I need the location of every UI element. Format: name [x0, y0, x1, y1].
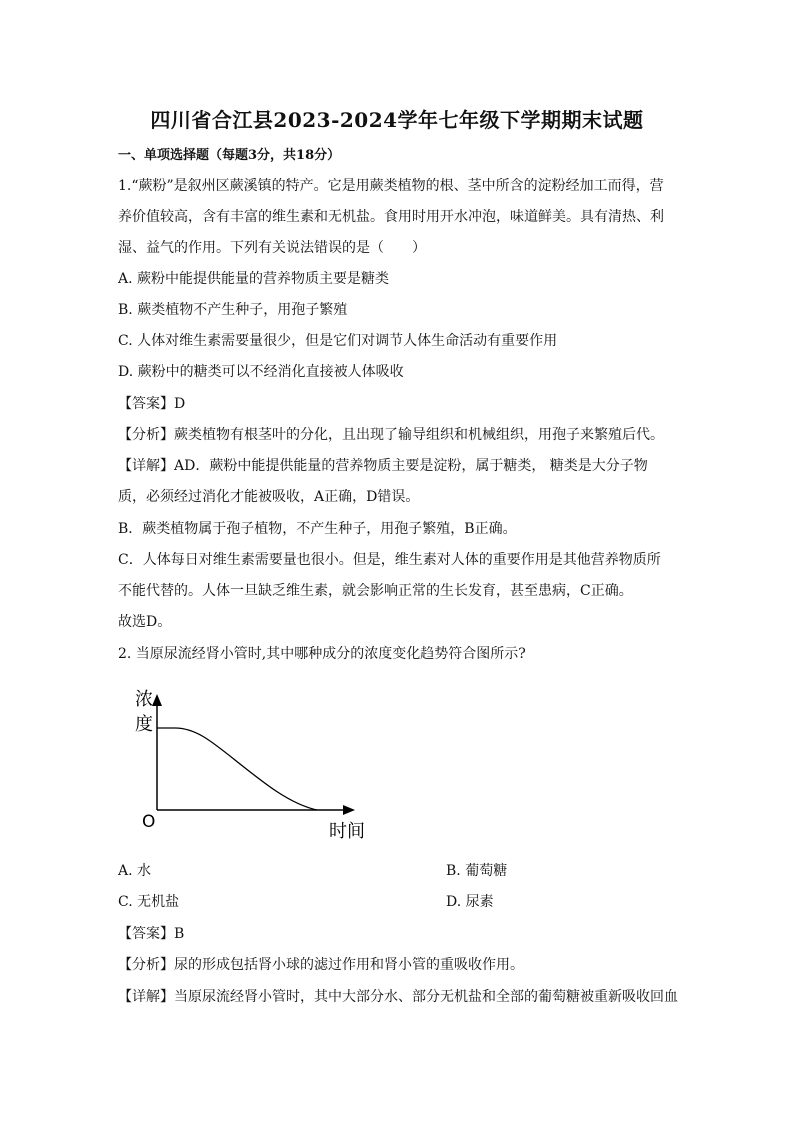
- y-axis-arrow: [152, 694, 162, 706]
- page-title: 四川省合江县2023-2024学年七年级下学期期末试题: [150, 108, 644, 132]
- origin-label: O: [142, 812, 156, 832]
- q1-explain-line-4: C．人体每日对维生素需要量也很小。但是，维生素对人体的重要作用是其他营养物质所: [118, 552, 661, 568]
- x-label: 时间: [329, 821, 365, 842]
- q1-explain-line-3: B．蕨类植物属于孢子植物，不产生种子，用孢子繁殖，B正确。: [118, 521, 517, 537]
- q1-option-c: C. 人体对维生素需要量很少，但是它们对调节人体生命活动有重要作用: [118, 333, 558, 349]
- q1-option-d: D. 蕨粉中的糖类可以不经消化直接被人体吸收: [118, 364, 404, 380]
- q1-explain-line-1: 【详解】AD．蕨粉中能提供能量的营养物质主要是淀粉，属于糖类， 糖类是大分子物: [118, 458, 648, 474]
- q2-option-b: B. 葡萄糖: [446, 863, 508, 879]
- concentration-graph: [125, 682, 385, 852]
- q1-option-a: A. 蕨粉中能提供能量的营养物质主要是糖类: [118, 271, 390, 287]
- q2-analysis: 【分析】尿的形成包括肾小球的滤过作用和肾小管的重吸收作用。: [118, 957, 524, 973]
- q2-option-c: C. 无机盐: [118, 894, 180, 910]
- q2-answer: 【答案】B: [118, 926, 185, 942]
- q2-explain: 【详解】当原尿流经肾小管时，其中大部分水、部分无机盐和全部的葡萄糖被重新吸收回血: [118, 989, 678, 1005]
- q1-answer: 【答案】D: [118, 396, 186, 412]
- y-label-2: 度: [135, 714, 153, 735]
- q2-option-a: A. 水: [118, 863, 152, 879]
- q1-explain-line-6: 故选D。: [118, 614, 172, 630]
- q1-stem-line-2: 养价值较高，含有丰富的维生素和无机盐。食用时用开水冲泡，味道鲜美。具有清热、利: [118, 209, 664, 225]
- q1-analysis: 【分析】蕨类植物有根茎叶的分化，且出现了输导组织和机械组织，用孢子来繁殖后代。: [118, 427, 664, 443]
- q1-explain-line-5: 不能代替的。人体一旦缺乏维生素，就会影响正常的生长发育，甚至患病，C正确。: [118, 583, 633, 599]
- q1-stem-line-3: 湿、益气的作用。下列有关说法错误的是（ ）: [118, 240, 426, 256]
- concentration-graph-svg: [125, 682, 385, 852]
- y-label-1: 浓: [135, 689, 153, 710]
- section-heading: 一、单项选择题（每题3分，共18分）: [118, 148, 341, 163]
- x-axis-arrow: [343, 805, 355, 815]
- concentration-curve: [157, 728, 317, 810]
- q1-explain-line-2: 质，必须经过消化才能被吸收，A正确，D错误。: [118, 489, 420, 505]
- q1-stem-line-1: 1.“蕨粉”是叙州区蕨溪镇的特产。它是用蕨类植物的根、茎中所含的淀粉经加工而得，营: [118, 178, 664, 194]
- q1-option-b: B. 蕨类植物不产生种子，用孢子繁殖: [118, 302, 348, 318]
- q2-option-d: D. 尿素: [446, 894, 494, 910]
- q2-stem: 2. 当原尿流经肾小管时,其中哪种成分的浓度变化趋势符合图所示?: [118, 646, 526, 662]
